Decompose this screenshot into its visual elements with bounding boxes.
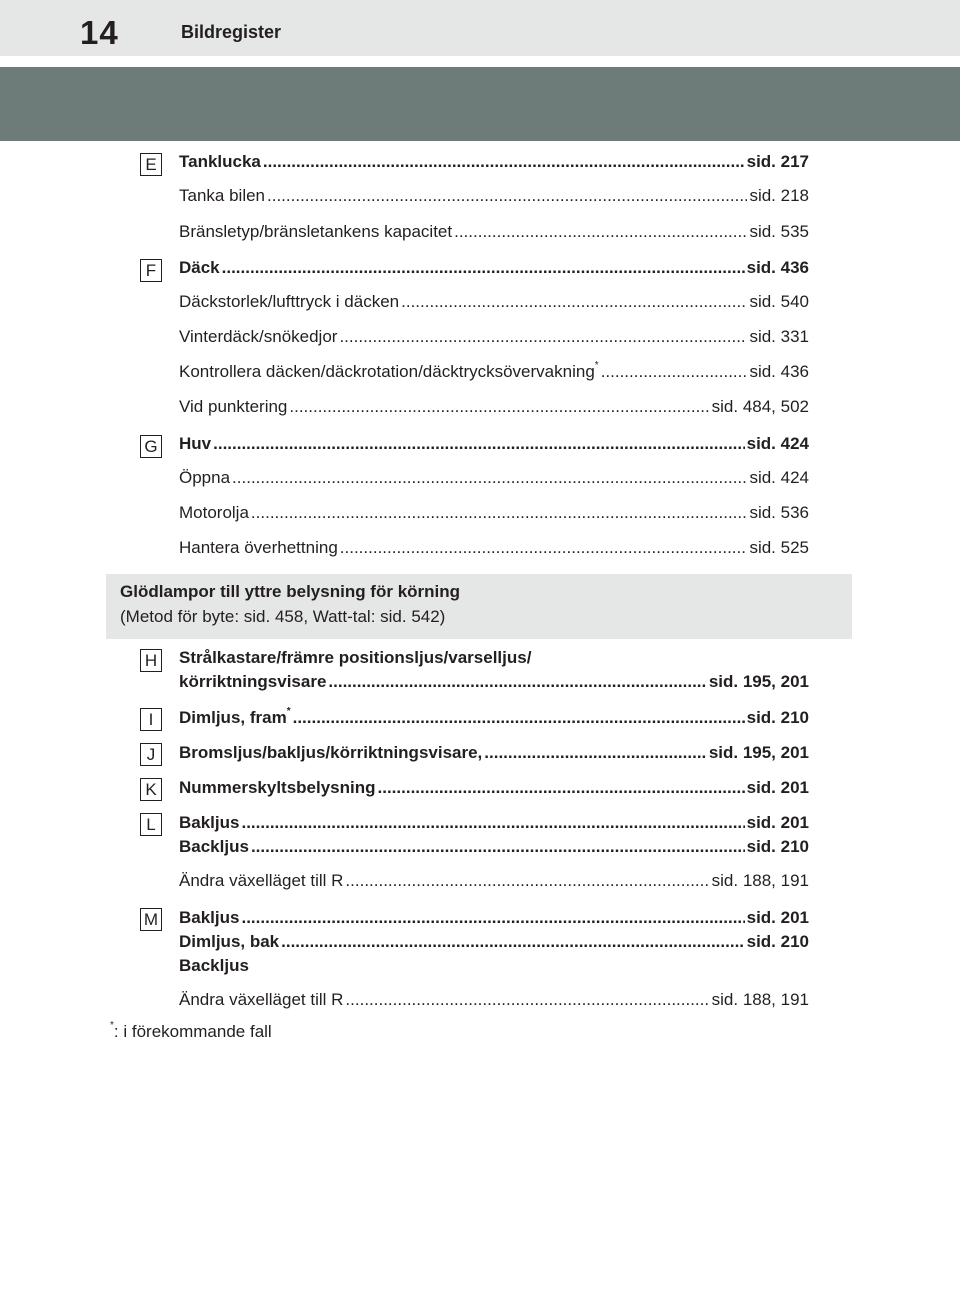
entry-text: Bakljus bbox=[179, 908, 240, 927]
entry-page: sid. 217 bbox=[746, 152, 809, 171]
letter-badge-g: G bbox=[140, 435, 162, 458]
entry-text: Backljus bbox=[179, 837, 249, 856]
section-title: Bildregister bbox=[181, 22, 282, 42]
index-entry[interactable] bbox=[179, 835, 809, 859]
index-entry[interactable] bbox=[179, 290, 809, 314]
index-entry[interactable] bbox=[179, 906, 809, 930]
leader-dots bbox=[232, 466, 747, 490]
entry-text: Nummerskyltsbelysning bbox=[179, 778, 376, 797]
entry-text: Dimljus, fram bbox=[179, 708, 287, 727]
index-entry[interactable] bbox=[179, 776, 809, 800]
index-entry[interactable] bbox=[179, 536, 809, 560]
letter-badge-i: I bbox=[140, 708, 162, 731]
index-entry[interactable] bbox=[179, 670, 809, 694]
entry-text: Vinterdäck/snökedjor bbox=[179, 327, 338, 346]
leader-dots bbox=[328, 670, 706, 694]
leader-dots bbox=[378, 776, 745, 800]
index-entry[interactable] bbox=[179, 869, 809, 893]
entry-page: sid. 218 bbox=[749, 186, 809, 205]
leader-dots bbox=[484, 741, 707, 765]
leader-dots bbox=[251, 501, 748, 525]
header-band bbox=[0, 67, 960, 141]
entry-text: Bränsletyp/bränsletankens kapacitet bbox=[179, 222, 453, 241]
group-j bbox=[0, 741, 960, 765]
index-entry[interactable] bbox=[179, 360, 809, 384]
letter-badge-f: F bbox=[140, 259, 162, 282]
index-entry[interactable] bbox=[179, 395, 809, 419]
letter-badge-l: L bbox=[140, 813, 162, 836]
footnote-marker: * bbox=[594, 360, 599, 372]
leader-dots bbox=[289, 395, 709, 419]
entry-page: sid. 210 bbox=[746, 932, 809, 951]
index-entry[interactable] bbox=[179, 466, 809, 490]
group-k bbox=[0, 776, 960, 800]
leader-dots bbox=[340, 536, 748, 560]
index-entry[interactable] bbox=[179, 501, 809, 525]
entry-page: sid. 540 bbox=[749, 292, 809, 311]
footnote-marker: * bbox=[286, 706, 291, 718]
entry-text: Bromsljus/bakljus/körriktningsvisare, bbox=[179, 743, 483, 762]
footnote-text: : i förekommande fall bbox=[113, 1022, 272, 1041]
entry-text: Ändra växelläget till R bbox=[179, 990, 344, 1009]
index-entry[interactable] bbox=[179, 811, 809, 835]
index-entry[interactable] bbox=[179, 706, 809, 730]
index-entry[interactable] bbox=[179, 988, 809, 1012]
entry-text: Motorolja bbox=[179, 503, 249, 522]
entry-text: Däckstorlek/lufttryck i däcken bbox=[179, 292, 400, 311]
leader-dots bbox=[339, 325, 747, 349]
entry-text: Bakljus bbox=[179, 813, 240, 832]
entry-text: Hantera överhettning bbox=[179, 538, 338, 557]
bulbs-heading-box bbox=[106, 574, 852, 639]
letter-badge-k: K bbox=[140, 778, 162, 801]
bulbs-title: Glödlampor till yttre belysning för körning bbox=[120, 582, 461, 601]
index-entry[interactable] bbox=[179, 150, 809, 174]
entry-page: sid. 201 bbox=[746, 778, 809, 797]
index-entry[interactable] bbox=[179, 741, 809, 765]
entry-page: sid. 424 bbox=[746, 434, 809, 453]
entry-page: sid. 436 bbox=[749, 362, 809, 381]
leader-dots bbox=[222, 256, 745, 280]
leader-dots bbox=[454, 220, 747, 244]
entry-text: körriktningsvisare bbox=[179, 672, 327, 691]
leader-dots bbox=[213, 432, 745, 456]
entry-page: sid. 201 bbox=[746, 908, 809, 927]
entry-page: sid. 536 bbox=[749, 503, 809, 522]
footnote bbox=[110, 1020, 272, 1044]
index-entry[interactable] bbox=[179, 184, 809, 208]
index-entry[interactable] bbox=[179, 325, 809, 349]
entry-page: sid. 535 bbox=[749, 222, 809, 241]
leader-dots bbox=[251, 835, 745, 859]
entry-page: sid. 210 bbox=[746, 837, 809, 856]
entry-page: sid. 188, 191 bbox=[711, 990, 809, 1009]
entry-page: sid. 436 bbox=[746, 258, 809, 277]
page-number: 14 bbox=[80, 14, 119, 51]
letter-badge-j: J bbox=[140, 743, 162, 766]
footnote-marker: * bbox=[110, 1020, 114, 1032]
entry-page: sid. 210 bbox=[746, 708, 809, 727]
leader-dots bbox=[267, 184, 747, 208]
entry-text: Däck bbox=[179, 258, 220, 277]
entry-page: sid. 331 bbox=[749, 327, 809, 346]
letter-badge-m: M bbox=[140, 908, 162, 931]
leader-dots bbox=[345, 869, 709, 893]
entry-text: Vid punktering bbox=[179, 397, 288, 416]
entry-page: sid. 195, 201 bbox=[708, 743, 809, 762]
entry-page: sid. 484, 502 bbox=[711, 397, 809, 416]
leader-dots bbox=[241, 811, 744, 835]
group-f bbox=[0, 256, 960, 419]
leader-dots bbox=[401, 290, 747, 314]
leader-dots bbox=[345, 988, 709, 1012]
leader-dots bbox=[293, 706, 745, 730]
index-entry[interactable] bbox=[179, 432, 809, 456]
entry-text: Öppna bbox=[179, 468, 231, 487]
group-h bbox=[0, 646, 960, 694]
entry-text: Kontrollera däcken/däckrotation/däcktrycksövervakning bbox=[179, 362, 595, 381]
index-entry[interactable] bbox=[179, 256, 809, 280]
entry-text: Tanka bilen bbox=[179, 186, 266, 205]
group-g bbox=[0, 432, 960, 560]
entry-text: Ändra växelläget till R bbox=[179, 871, 344, 890]
bulbs-subtitle: (Metod för byte: sid. 458, Watt-tal: sid. 542) bbox=[120, 607, 446, 626]
page-header-bar bbox=[0, 0, 960, 56]
index-entry[interactable] bbox=[179, 930, 809, 954]
letter-badge-e: E bbox=[140, 153, 162, 176]
entry-text-line1: Strålkastare/främre positionsljus/varselljus/ bbox=[179, 648, 532, 667]
leader-dots bbox=[281, 930, 744, 954]
group-l bbox=[0, 811, 960, 893]
entry-page: sid. 525 bbox=[749, 538, 809, 557]
entry-text: Dimljus, bak bbox=[179, 932, 280, 951]
leader-dots bbox=[601, 360, 748, 384]
entry-text: Tanklucka bbox=[179, 152, 261, 171]
entry-text-extra: Backljus bbox=[179, 956, 249, 975]
index-entry[interactable] bbox=[179, 220, 809, 244]
group-e bbox=[0, 150, 960, 244]
letter-badge-h: H bbox=[140, 649, 162, 672]
entry-page: sid. 424 bbox=[749, 468, 809, 487]
group-m bbox=[0, 906, 960, 1012]
leader-dots bbox=[241, 906, 744, 930]
entry-page: sid. 188, 191 bbox=[711, 871, 809, 890]
group-i bbox=[0, 706, 960, 730]
entry-page: sid. 195, 201 bbox=[708, 672, 809, 691]
entry-page: sid. 201 bbox=[746, 813, 809, 832]
entry-text: Huv bbox=[179, 434, 212, 453]
leader-dots bbox=[263, 150, 745, 174]
